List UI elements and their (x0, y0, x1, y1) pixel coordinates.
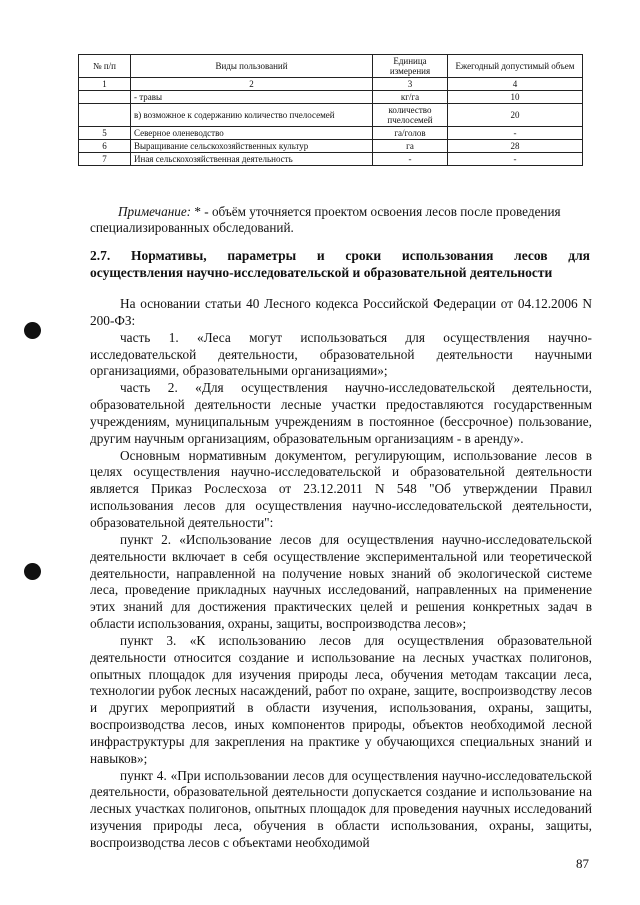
paragraph: часть 1. «Леса могут использоваться для осуществления научно-исследовательской деятельности, образовательной деятельности научными организациями, образовательными организациями»; (90, 329, 592, 379)
page-number: 87 (576, 856, 589, 871)
paragraph: пункт 2. «Использование лесов для осуществления научно-исследовательской деятельности включает в себя осуществление экспериментальной или теоретической деятельности, направленной на получение новых знаний об экологической системе леса, проведение прикладных научных исследований, направленных на применение этих знаний для достижения практических целей и решения конкретных задач в области использования, охраны, защиты, воспроизводства лесов»; (90, 531, 592, 632)
header-unit: Единица измерения (373, 55, 448, 78)
table-note (118, 204, 588, 220)
usage-table (78, 54, 583, 166)
header-volume: Ежегодный допустимый объем (448, 55, 583, 78)
table-cell: 7 (79, 153, 131, 166)
header-kind: Виды пользований (131, 55, 373, 78)
table-cell: га/голов (373, 127, 448, 140)
table-cell: количество пчелосемей (373, 104, 448, 127)
table-cell: Северное оленеводство (131, 127, 373, 140)
table-cell (79, 91, 131, 104)
punch-hole-mark (24, 322, 41, 339)
note-text: * - объём уточняется проектом освоения лесов после проведения (194, 204, 561, 219)
paragraph: пункт 4. «При использовании лесов для осуществления научно-исследовательской деятельности, образовательной деятельности допускается создание и использование на лесных участках полигонов, опытных площадок для проведения научных исследований изучения природы леса, обучения в области использования, охраны, защиты, воспроизводства лесов с объектами необходимой (90, 767, 592, 850)
table-index-row (79, 78, 583, 91)
paragraph: Основным нормативным документом, регулирующим, использование лесов в целях осуществления научно-исследовательской и образовательной деятельности является Приказ Рослесхоза от 23.12.2011 N 548 "Об утверждении Правил использования лесов для осуществления научно-исследовательской деятельности, образовательной деятельности": (90, 447, 592, 530)
table-cell: 6 (79, 140, 131, 153)
table-header-row (79, 55, 583, 78)
table-row (79, 91, 583, 104)
note-continuation: специализированных обследований. (90, 220, 294, 235)
table-cell: в) возможное к содержанию количество пчелосемей (131, 104, 373, 127)
table-cell: 3 (373, 78, 448, 91)
section-heading-line (90, 247, 590, 264)
table-row (79, 104, 583, 127)
punch-hole-mark (24, 563, 41, 580)
table-cell (79, 104, 131, 127)
table-cell: - (448, 153, 583, 166)
note-label: Примечание: (118, 204, 192, 219)
table-row (79, 127, 583, 140)
table-cell: 28 (448, 140, 583, 153)
table-row (79, 140, 583, 153)
table-cell: Иная сельскохозяйственная деятельность (131, 153, 373, 166)
table-cell: Выращивание сельскохозяйственных культур (131, 140, 373, 153)
section-heading (90, 247, 590, 281)
table-cell: 20 (448, 104, 583, 127)
table-cell: - (448, 127, 583, 140)
section-title-part: Нормативы, параметры и сроки использования лесов для (130, 248, 590, 263)
table-cell: 1 (79, 78, 131, 91)
body-text (90, 296, 592, 852)
table-cell: 5 (79, 127, 131, 140)
table-cell: 4 (448, 78, 583, 91)
paragraph: На основании статьи 40 Лесного кодекса Российской Федерации от 04.12.2006 N 200-ФЗ: (90, 296, 592, 328)
table-cell: 10 (448, 91, 583, 104)
section-title-part: осуществления научно-исследовательской и образовательной деятельности (90, 265, 553, 280)
section-number: 2.7. (90, 248, 111, 263)
table-cell: 2 (131, 78, 373, 91)
table-cell: кг/га (373, 91, 448, 104)
table-cell: - травы (131, 91, 373, 104)
table-cell: - (373, 153, 448, 166)
table-row (79, 153, 583, 166)
table-cell: га (373, 140, 448, 153)
paragraph: пункт 3. «К использованию лесов для осуществления образовательной деятельности относится создание и использование на лесных участках полигонов, опытных площадок для изучения природы леса, обучения методам таксации леса, технологии рубок лесных насаждений, работ по охране, защите, воспроизводству лесов и других мероприятий в области изучения, использования, охраны, защиты, воспроизводства лесов, иных компонентов природы, объектов необходимой лесной инфраструктуры для закрепления на практике у обучающихся специальных знаний и навыков»; (90, 632, 592, 766)
header-num: № п/п (79, 55, 131, 78)
paragraph: часть 2. «Для осуществления научно-исследовательской деятельности, образовательной деятельности лесные участки предоставляются государственным учреждениям, муниципальным учреждениям в постоянное (бессрочное) пользование, другим научным организациям, образовательным организациям - в аренду». (90, 380, 592, 446)
